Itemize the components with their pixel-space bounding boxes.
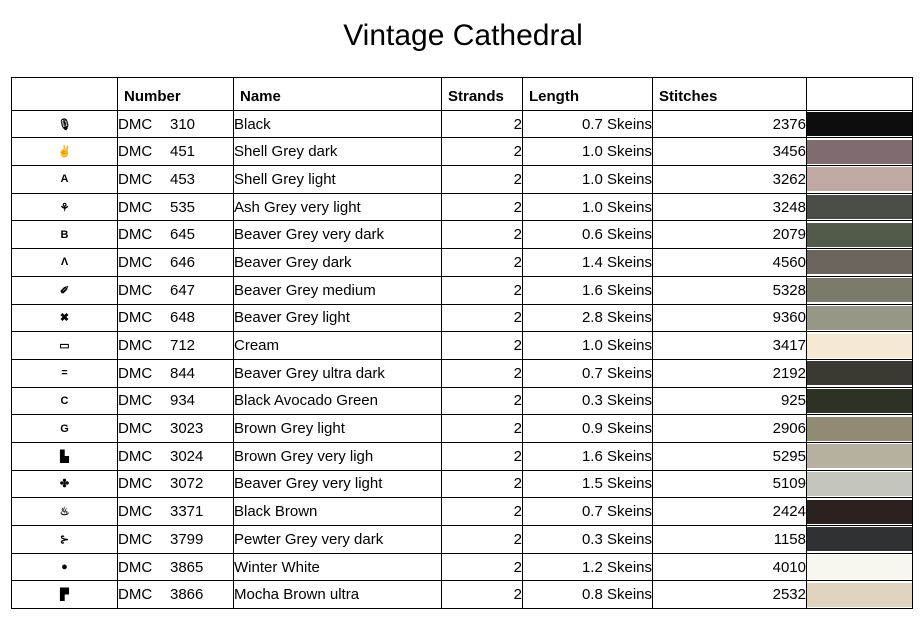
header-symbol — [12, 78, 118, 111]
stitches-value: 2192 — [653, 359, 807, 387]
thread-code: 934 — [170, 392, 196, 410]
color-swatch — [807, 581, 913, 609]
thread-number — [118, 415, 234, 443]
thread-number — [118, 276, 234, 304]
thread-number — [118, 332, 234, 360]
thread-brand: DMC — [118, 198, 153, 216]
length-value: 1.0 Skeins — [523, 166, 653, 194]
length-value: 1.5 Skeins — [523, 470, 653, 498]
length-value: 0.7 Skeins — [523, 110, 653, 138]
thread-number — [118, 110, 234, 138]
symbol-icon: ● — [12, 553, 118, 581]
thread-brand: DMC — [118, 392, 153, 410]
swatch-fill — [807, 361, 912, 385]
thread-legend-table — [11, 77, 913, 609]
stitches-value: 2532 — [653, 581, 807, 609]
length-value: 0.3 Skeins — [523, 526, 653, 554]
length-value: 1.4 Skeins — [523, 249, 653, 277]
thread-code: 451 — [170, 143, 196, 161]
thread-number — [118, 221, 234, 249]
stitches-value: 1158 — [653, 526, 807, 554]
thread-number — [118, 442, 234, 470]
symbol-icon: ▛ — [12, 581, 118, 609]
thread-code: 712 — [170, 337, 196, 355]
header-number: Number — [118, 78, 234, 111]
symbol-icon: ⚘ — [12, 193, 118, 221]
symbol-icon: A — [12, 166, 118, 194]
stitches-value: 5295 — [653, 442, 807, 470]
swatch-fill — [807, 140, 912, 164]
strands-value: 2 — [442, 110, 523, 138]
thread-code: 646 — [170, 253, 196, 271]
swatch-fill — [807, 250, 912, 274]
color-swatch — [807, 442, 913, 470]
color-swatch — [807, 304, 913, 332]
length-value: 0.3 Skeins — [523, 387, 653, 415]
thread-name: Winter White — [234, 553, 442, 581]
stitches-value: 5328 — [653, 276, 807, 304]
symbol-icon: ✖ — [12, 304, 118, 332]
color-swatch — [807, 138, 913, 166]
color-swatch — [807, 166, 913, 194]
swatch-fill — [807, 306, 912, 330]
stitches-value: 3248 — [653, 193, 807, 221]
table-row — [12, 249, 913, 277]
thread-brand: DMC — [118, 420, 153, 438]
page-title: Vintage Cathedral — [343, 19, 583, 52]
length-value: 2.8 Skeins — [523, 304, 653, 332]
thread-number — [118, 581, 234, 609]
strands-value: 2 — [442, 166, 523, 194]
thread-number — [118, 359, 234, 387]
symbol-icon: = — [12, 359, 118, 387]
table-row — [12, 553, 913, 581]
thread-code: 3023 — [170, 420, 204, 438]
thread-code: 648 — [170, 309, 196, 327]
length-value: 1.0 Skeins — [523, 332, 653, 360]
strands-value: 2 — [442, 581, 523, 609]
color-swatch — [807, 553, 913, 581]
thread-brand: DMC — [118, 337, 153, 355]
strands-value: 2 — [442, 415, 523, 443]
stitches-value: 3262 — [653, 166, 807, 194]
table-row — [12, 276, 913, 304]
table-header-row — [12, 78, 913, 111]
thread-name: Beaver Grey ultra dark — [234, 359, 442, 387]
thread-name: Ash Grey very light — [234, 193, 442, 221]
stitches-value: 4010 — [653, 553, 807, 581]
thread-number — [118, 470, 234, 498]
table-row — [12, 332, 913, 360]
thread-brand: DMC — [118, 170, 153, 188]
symbol-icon: G — [12, 415, 118, 443]
swatch-fill — [807, 472, 912, 496]
thread-code: 645 — [170, 226, 196, 244]
color-swatch — [807, 387, 913, 415]
swatch-fill — [807, 555, 912, 579]
length-value: 1.0 Skeins — [523, 193, 653, 221]
color-swatch — [807, 526, 913, 554]
symbol-icon: ✌ — [12, 138, 118, 166]
length-value: 1.6 Skeins — [523, 442, 653, 470]
table-row — [12, 498, 913, 526]
table-row — [12, 526, 913, 554]
stitches-value: 2906 — [653, 415, 807, 443]
thread-brand: DMC — [118, 503, 153, 521]
thread-number — [118, 193, 234, 221]
color-swatch — [807, 249, 913, 277]
swatch-fill — [807, 278, 912, 302]
thread-code: 453 — [170, 170, 196, 188]
stitches-value: 3456 — [653, 138, 807, 166]
strands-value: 2 — [442, 138, 523, 166]
header-swatch — [807, 78, 913, 111]
thread-name: Black Brown — [234, 498, 442, 526]
stitches-value: 5109 — [653, 470, 807, 498]
length-value: 0.9 Skeins — [523, 415, 653, 443]
thread-number — [118, 166, 234, 194]
color-swatch — [807, 498, 913, 526]
thread-code: 3866 — [170, 586, 204, 604]
color-swatch — [807, 332, 913, 360]
swatch-fill — [807, 334, 912, 358]
length-value: 0.7 Skeins — [523, 359, 653, 387]
thread-name: Shell Grey light — [234, 166, 442, 194]
stitches-value: 2376 — [653, 110, 807, 138]
symbol-icon: Λ — [12, 249, 118, 277]
length-value: 1.2 Skeins — [523, 553, 653, 581]
stitches-value: 3417 — [653, 332, 807, 360]
symbol-icon: ✤ — [12, 470, 118, 498]
thread-name: Shell Grey dark — [234, 138, 442, 166]
swatch-fill — [807, 167, 912, 191]
swatch-fill — [807, 112, 912, 136]
thread-number — [118, 249, 234, 277]
swatch-fill — [807, 527, 912, 551]
thread-code: 3799 — [170, 530, 204, 548]
header-length: Length — [523, 78, 653, 111]
thread-code: 3024 — [170, 447, 204, 465]
thread-code: 647 — [170, 281, 196, 299]
strands-value: 2 — [442, 276, 523, 304]
color-swatch — [807, 415, 913, 443]
thread-name: Mocha Brown ultra — [234, 581, 442, 609]
thread-brand: DMC — [118, 281, 153, 299]
thread-brand: DMC — [118, 558, 153, 576]
thread-name: Beaver Grey very dark — [234, 221, 442, 249]
table-body — [12, 110, 913, 608]
header-strands: Strands — [442, 78, 523, 111]
table-row — [12, 387, 913, 415]
thread-name: Beaver Grey medium — [234, 276, 442, 304]
symbol-icon: ▭ — [12, 332, 118, 360]
color-swatch — [807, 470, 913, 498]
table-row — [12, 138, 913, 166]
symbol-icon: ✐ — [12, 276, 118, 304]
swatch-fill — [807, 500, 912, 524]
table-row — [12, 193, 913, 221]
symbol-icon: B — [12, 221, 118, 249]
strands-value: 2 — [442, 221, 523, 249]
symbol-icon: ▙ — [12, 442, 118, 470]
stitches-value: 2079 — [653, 221, 807, 249]
thread-number — [118, 387, 234, 415]
table-row — [12, 442, 913, 470]
table-row — [12, 415, 913, 443]
length-value: 0.7 Skeins — [523, 498, 653, 526]
strands-value: 2 — [442, 249, 523, 277]
strands-value: 2 — [442, 359, 523, 387]
swatch-fill — [807, 444, 912, 468]
table-row — [12, 304, 913, 332]
thread-number — [118, 304, 234, 332]
swatch-fill — [807, 195, 912, 219]
strands-value: 2 — [442, 332, 523, 360]
strands-value: 2 — [442, 442, 523, 470]
thread-number — [118, 138, 234, 166]
color-swatch — [807, 359, 913, 387]
thread-code: 535 — [170, 198, 196, 216]
strands-value: 2 — [442, 553, 523, 581]
table-row — [12, 581, 913, 609]
table-row — [12, 221, 913, 249]
symbol-icon: ♨ — [12, 498, 118, 526]
strands-value: 2 — [442, 387, 523, 415]
length-value: 1.0 Skeins — [523, 138, 653, 166]
thread-code: 3865 — [170, 558, 204, 576]
stitches-value: 925 — [653, 387, 807, 415]
thread-number — [118, 526, 234, 554]
strands-value: 2 — [442, 193, 523, 221]
thread-name: Black Avocado Green — [234, 387, 442, 415]
thread-number — [118, 498, 234, 526]
thread-brand: DMC — [118, 364, 153, 382]
thread-brand: DMC — [118, 226, 153, 244]
table-row — [12, 470, 913, 498]
thread-brand: DMC — [118, 253, 153, 271]
thread-name: Brown Grey very ligh — [234, 442, 442, 470]
thread-number — [118, 553, 234, 581]
thread-code: 3371 — [170, 503, 204, 521]
thread-brand: DMC — [118, 309, 153, 327]
length-value: 0.8 Skeins — [523, 581, 653, 609]
strands-value: 2 — [442, 498, 523, 526]
thread-name: Beaver Grey light — [234, 304, 442, 332]
thread-code: 310 — [170, 115, 196, 133]
swatch-fill — [807, 583, 912, 607]
length-value: 1.6 Skeins — [523, 276, 653, 304]
table-row — [12, 359, 913, 387]
thread-brand: DMC — [118, 530, 153, 548]
stitches-value: 2424 — [653, 498, 807, 526]
swatch-fill — [807, 223, 912, 247]
thread-brand: DMC — [118, 447, 153, 465]
strands-value: 2 — [442, 470, 523, 498]
header-name: Name — [234, 78, 442, 111]
thread-code: 844 — [170, 364, 196, 382]
strands-value: 2 — [442, 526, 523, 554]
stitches-value: 4560 — [653, 249, 807, 277]
thread-code: 3072 — [170, 475, 204, 493]
symbol-icon: 🎙 — [12, 110, 118, 138]
color-swatch — [807, 110, 913, 138]
strands-value: 2 — [442, 304, 523, 332]
table-row — [12, 166, 913, 194]
thread-brand: DMC — [118, 475, 153, 493]
color-swatch — [807, 276, 913, 304]
thread-name: Beaver Grey very light — [234, 470, 442, 498]
symbol-icon: ⊱ — [12, 526, 118, 554]
stitches-value: 9360 — [653, 304, 807, 332]
header-stitches: Stitches — [653, 78, 807, 111]
thread-brand: DMC — [118, 143, 153, 161]
symbol-icon: C — [12, 387, 118, 415]
swatch-fill — [807, 417, 912, 441]
color-swatch — [807, 221, 913, 249]
table-row — [12, 110, 913, 138]
thread-name: Brown Grey light — [234, 415, 442, 443]
thread-brand: DMC — [118, 586, 153, 604]
swatch-fill — [807, 389, 912, 413]
thread-brand: DMC — [118, 115, 153, 133]
thread-name: Pewter Grey very dark — [234, 526, 442, 554]
thread-name: Black — [234, 110, 442, 138]
thread-name: Cream — [234, 332, 442, 360]
color-swatch — [807, 193, 913, 221]
length-value: 0.6 Skeins — [523, 221, 653, 249]
thread-name: Beaver Grey dark — [234, 249, 442, 277]
